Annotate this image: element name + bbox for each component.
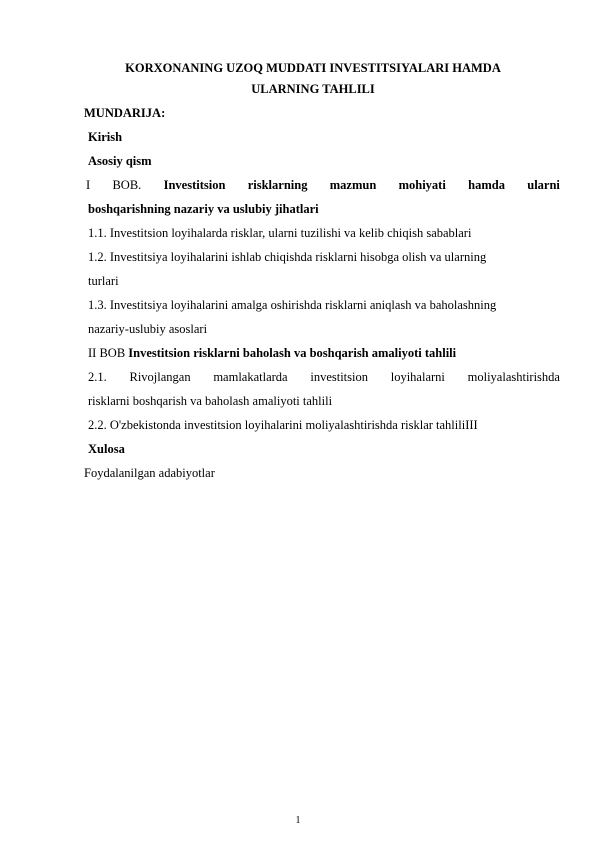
toc-item-references: Foydalanilgan adabiyotlar bbox=[84, 466, 215, 480]
toc-section-1-3-line-2: nazariy-uslubiy asoslari bbox=[88, 322, 208, 336]
toc-section-1-2-line-1: 1.2. Investitsiya loyihalarini ishlab chiqishda risklarni hisobga olish va ularning bbox=[88, 250, 487, 264]
toc-chapter-1-word: hamda bbox=[468, 178, 505, 192]
toc-chapter-2-title: Investitsion risklarni baholash va boshqarish amaliyoti tahlili bbox=[128, 346, 457, 360]
page-number: 1 bbox=[295, 815, 301, 826]
toc-section-2-1-word: mamlakatlarda bbox=[213, 370, 288, 384]
toc-chapter-1-word: risklarning bbox=[247, 178, 308, 192]
toc-item-conclusion: Xulosa bbox=[88, 442, 125, 456]
toc-chapter-1-line-2: boshqarishning nazariy va uslubiy jihatlari bbox=[88, 202, 319, 216]
document-title-line-2: ULARNING TAHLILI bbox=[251, 82, 375, 96]
toc-chapter-1-bob: BOB. bbox=[112, 178, 142, 192]
toc-section-2-2: 2.2. O'zbekistonda investitsion loyihalarini moliyalashtirishda risklar tahliliIII bbox=[88, 418, 478, 432]
toc-heading: MUNDARIJA: bbox=[84, 106, 166, 120]
toc-chapter-2 bbox=[88, 347, 456, 360]
toc-section-2-1-word: Rivojlangan bbox=[129, 370, 191, 384]
toc-section-2-1-word: loyihalarni bbox=[390, 370, 445, 384]
toc-chapter-1-roman: I bbox=[86, 178, 91, 192]
toc-section-1-1: 1.1. Investitsion loyihalarda risklar, ularni tuzilishi va kelib chiqish sabablari bbox=[88, 226, 472, 240]
toc-section-1-2-line-2: turlari bbox=[88, 274, 119, 288]
toc-section-2-1-line-1 bbox=[88, 371, 560, 384]
toc-chapter-1-word: mazmun bbox=[329, 178, 377, 192]
toc-chapter-1-word: ularni bbox=[527, 178, 560, 192]
document-title-line-1: KORXONANING UZOQ MUDDATI INVESTITSIYALARI HAMDA bbox=[125, 61, 501, 75]
toc-chapter-1-line-1 bbox=[86, 179, 560, 192]
toc-item-main-part: Asosiy qism bbox=[88, 154, 152, 168]
toc-chapter-1-word: Investitsion bbox=[163, 178, 226, 192]
toc-item-intro: Kirish bbox=[88, 130, 123, 144]
toc-section-2-1-line-2: risklarni boshqarish va baholash amaliyoti tahlili bbox=[88, 394, 333, 408]
toc-section-2-1-word: moliyalashtirishda bbox=[467, 370, 560, 384]
toc-chapter-1-word: mohiyati bbox=[398, 178, 446, 192]
toc-section-2-1-word: investitsion bbox=[310, 370, 368, 384]
toc-section-2-1-word: 2.1. bbox=[88, 370, 107, 384]
toc-chapter-2-prefix: II BOB bbox=[88, 346, 129, 360]
toc-section-1-3-line-1: 1.3. Investitsiya loyihalarini amalga oshirishda risklarni aniqlash va baholashning bbox=[88, 298, 497, 312]
